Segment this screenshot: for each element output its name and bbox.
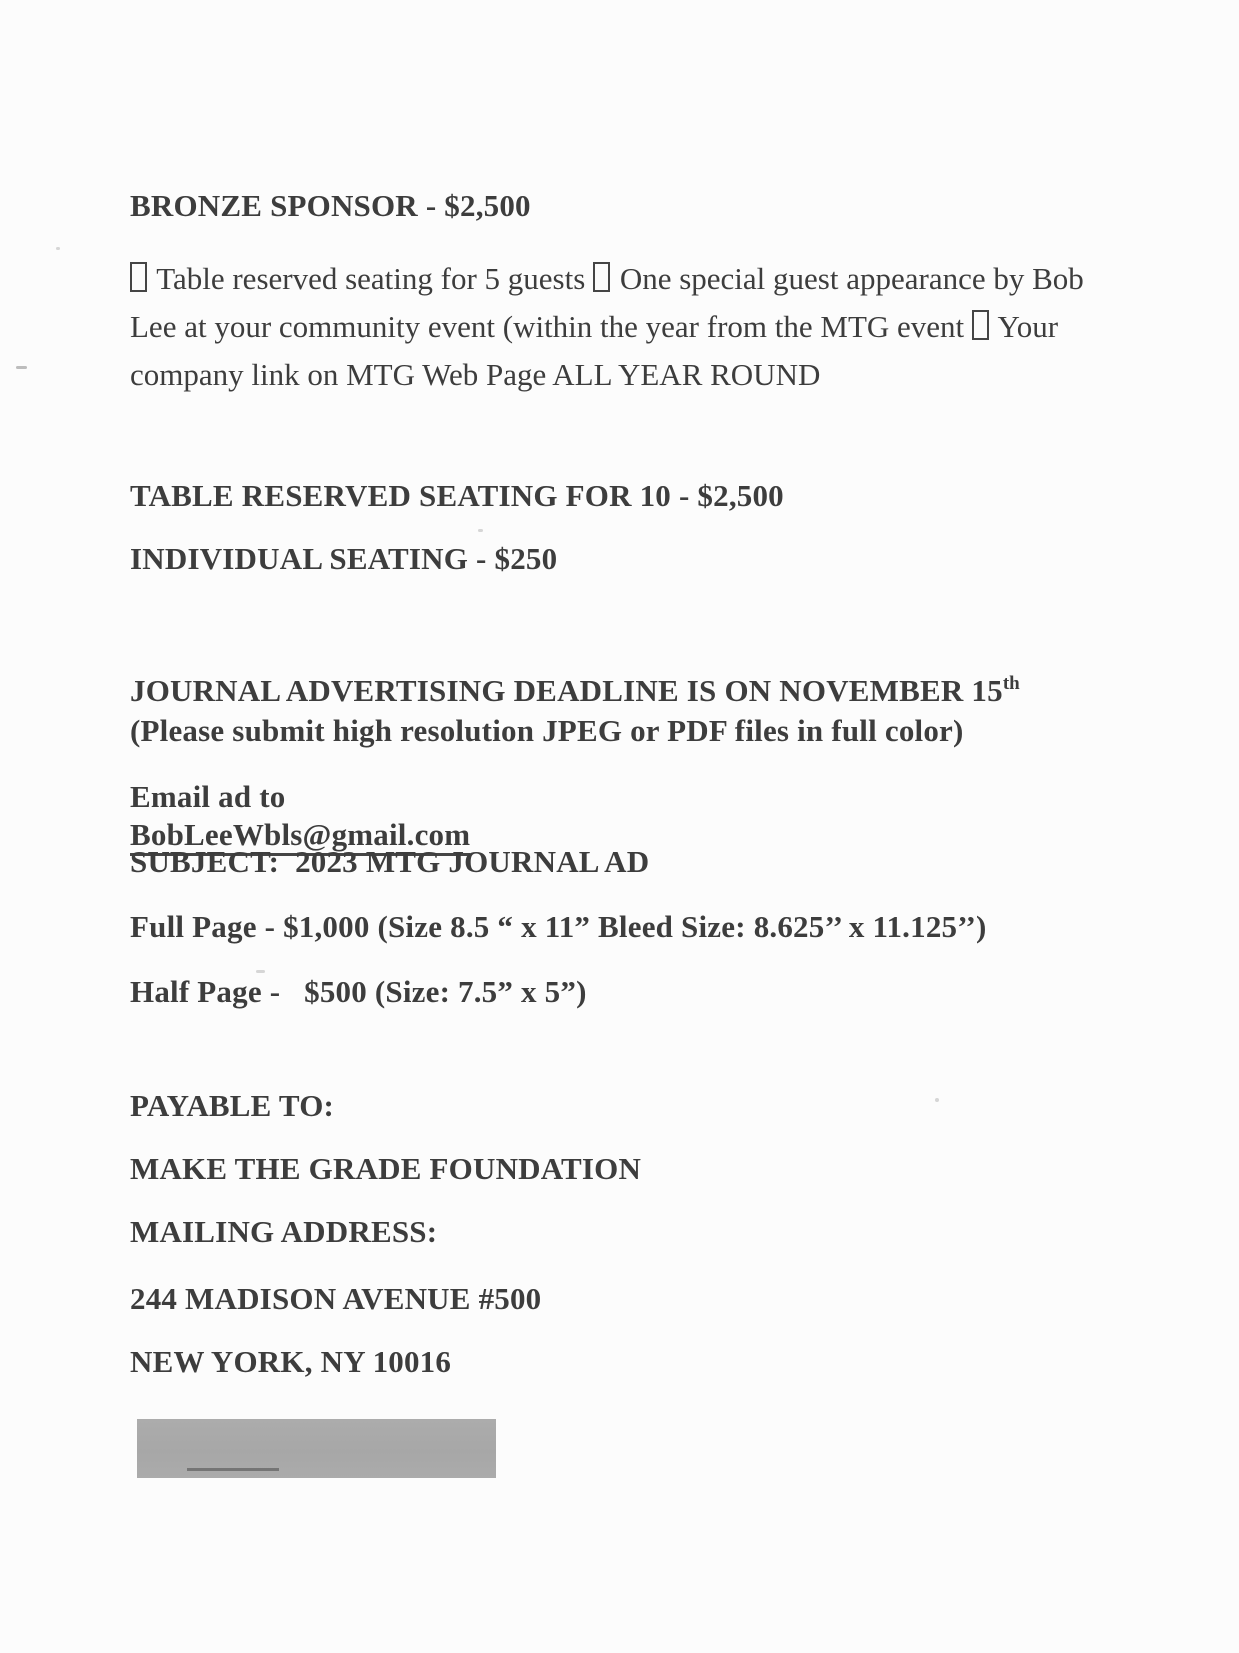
- address-line-1: 244 MADISON AVENUE #500: [130, 1281, 542, 1316]
- placeholder-box-glyph: [593, 262, 610, 292]
- payee-name: MAKE THE GRADE FOUNDATION: [130, 1151, 642, 1186]
- scan-speck: [56, 247, 60, 250]
- bronze-benefit-1: Table reserved seating for 5 guests: [156, 261, 586, 296]
- deadline-text: JOURNAL ADVERTISING DEADLINE IS ON NOVEMBER 15: [130, 673, 1003, 708]
- deadline-superscript: th: [1002, 673, 1020, 694]
- mailing-address-label: MAILING ADDRESS:: [130, 1214, 438, 1249]
- journal-deadline-heading: [130, 672, 1020, 715]
- scan-speck: [256, 970, 265, 973]
- full-page-price-line: Full Page - $1,000 (Size 8.5 “ x 11” Bleed Size: 8.625’’ x 11.125’’): [130, 909, 987, 944]
- email-label: Email ad to: [130, 779, 286, 814]
- bronze-benefits-paragraph: [130, 255, 1098, 399]
- placeholder-box-glyph: [972, 310, 989, 340]
- individual-seating-heading: INDIVIDUAL SEATING - $250: [130, 541, 558, 576]
- subject-line: SUBJECT: 2023 MTG JOURNAL AD: [130, 844, 650, 879]
- address-line-2: NEW YORK, NY 10016: [130, 1344, 452, 1379]
- scan-speck: [16, 366, 27, 369]
- bronze-benefit-3: Your company link on MTG Web Page ALL YEAR ROUND: [130, 309, 1059, 392]
- bronze-sponsor-heading: BRONZE SPONSOR - $2,500: [130, 188, 531, 223]
- bronze-benefit-2: One special guest appearance by Bob Lee at your community event (within the year from the MTG event: [130, 261, 1084, 344]
- redacted-signature-block: [137, 1419, 496, 1478]
- scan-speck: [478, 529, 483, 532]
- submission-note: (Please submit high resolution JPEG or PDF files in full color): [130, 713, 964, 748]
- placeholder-box-glyph: [130, 262, 147, 292]
- payable-to-label: PAYABLE TO:: [130, 1088, 335, 1123]
- table-seating-heading: TABLE RESERVED SEATING FOR 10 - $2,500: [130, 478, 784, 513]
- half-page-price-line: Half Page - $500 (Size: 7.5” x 5”): [130, 974, 587, 1009]
- signature-underline-mark: [187, 1468, 279, 1471]
- email-address-link: BobLeeWbls@gmail.com: [130, 817, 470, 856]
- scan-speck: [935, 1098, 939, 1102]
